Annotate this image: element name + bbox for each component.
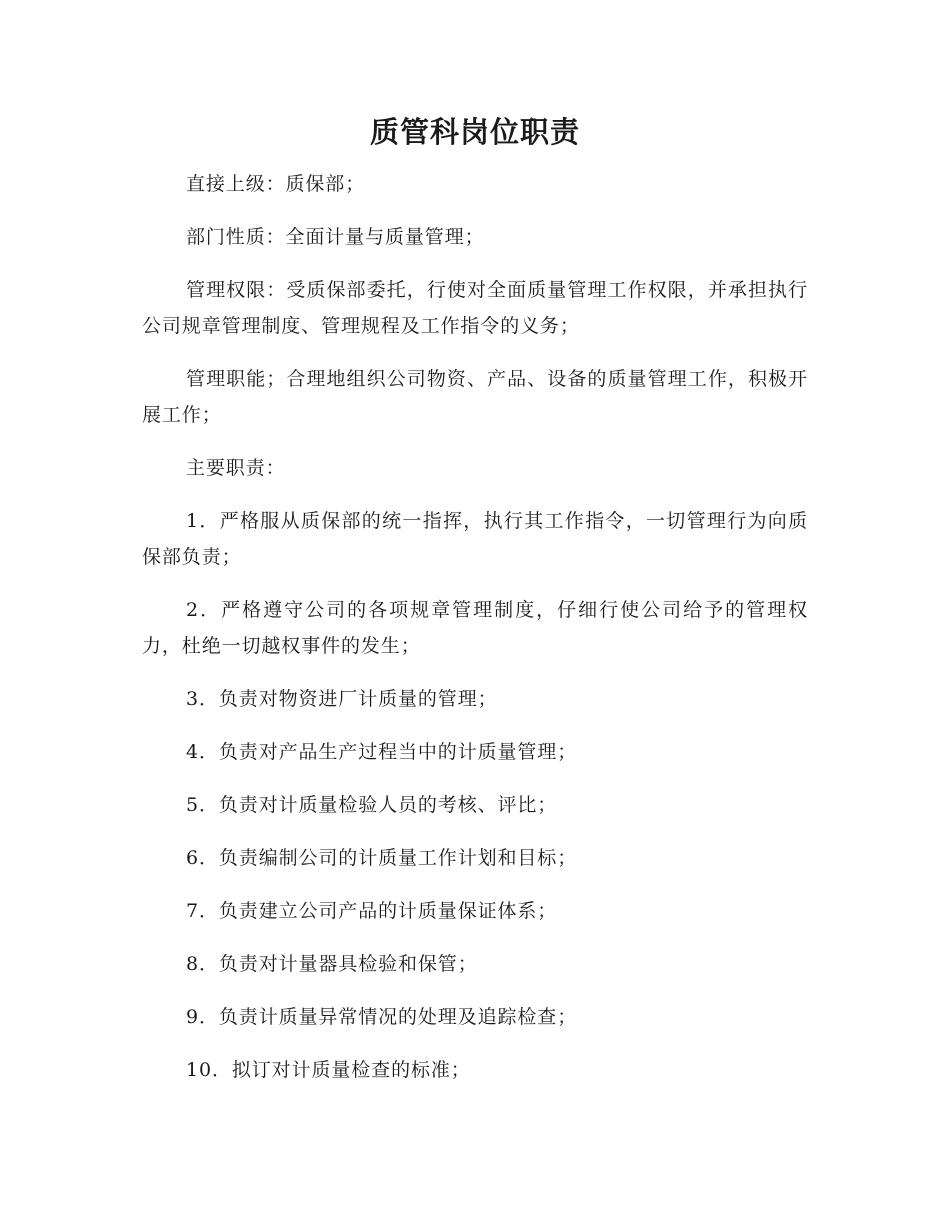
duty-item-9: 9．负责计质量异常情况的处理及追踪检查； [186,1006,578,1028]
document-body [142,166,808,1105]
document-title: 质管科岗位职责 [369,115,580,149]
paragraph-management-function: 管理职能；合理地组织公司物资、产品、设备的质量管理工作，积极开展工作； [142,368,808,426]
paragraph-department-nature: 部门性质：全面计量与质量管理； [186,226,485,248]
duty-item-2: 2．严格遵守公司的各项规章管理制度，仔细行使公司给予的管理权力，杜绝一切越权事件的发生； [142,599,808,657]
duty-item-4: 4．负责对产品生产过程当中的计质量管理； [186,741,578,763]
paragraph-direct-superior: 直接上级：质保部； [186,173,366,195]
duty-item-5: 5．负责对计质量检验人员的考核、评比； [186,794,558,816]
duty-item-7: 7．负责建立公司产品的计质量保证体系； [186,900,558,922]
paragraph-management-authority: 管理权限：受质保部委托，行使对全面质量管理工作权限，并承担执行公司规章管理制度、管理规程及工作指令的义务； [142,279,808,337]
paragraph-main-duties-heading: 主要职责： [186,457,286,479]
duty-item-10: 10．拟订对计质量检查的标准； [186,1059,471,1081]
duty-item-3: 3．负责对物资进厂计质量的管理； [186,688,498,710]
duty-item-6: 6．负责编制公司的计质量工作计划和目标； [186,847,578,869]
duty-item-1: 1．严格服从质保部的统一指挥，执行其工作指令，一切管理行为向质保部负责； [142,510,808,568]
duty-item-8: 8．负责对计量器具检验和保管； [186,953,478,975]
